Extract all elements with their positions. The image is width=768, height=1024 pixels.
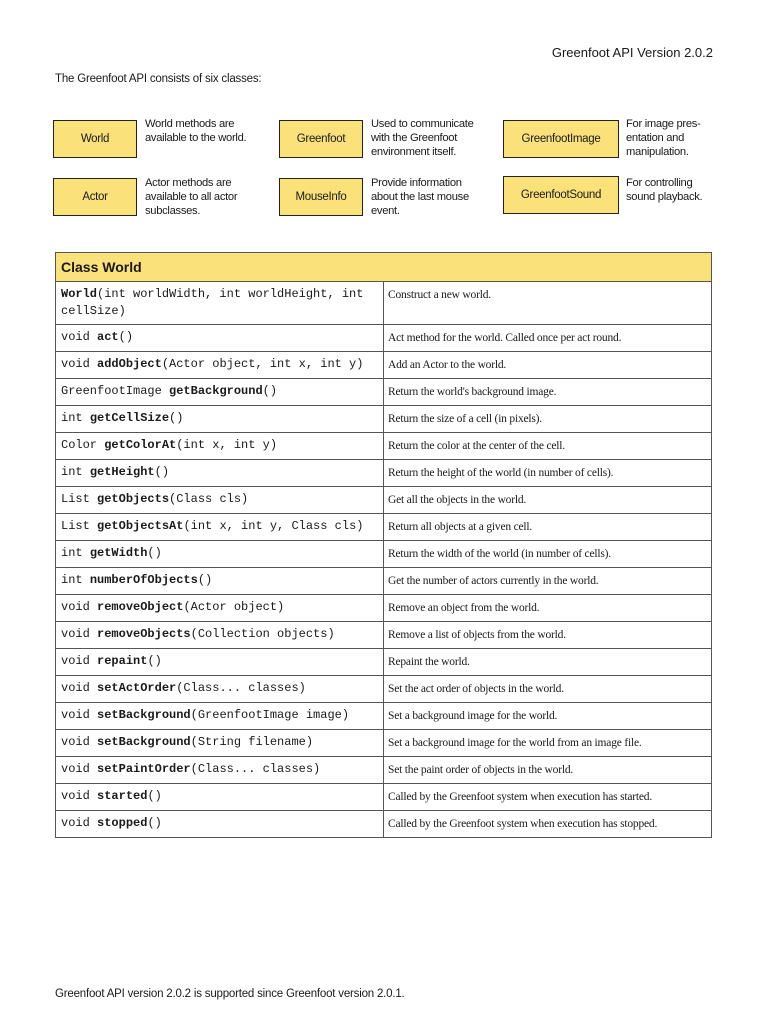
footer-note: Greenfoot API version 2.0.2 is supported since Greenfoot version 2.0.1. xyxy=(55,988,405,1000)
method-name: setBackground xyxy=(97,708,191,722)
method-description: Return the width of the world (in number of cells). xyxy=(384,541,712,568)
method-signature xyxy=(56,730,384,757)
method-params: (Actor object) xyxy=(183,600,285,614)
table-row xyxy=(56,514,712,541)
method-name: act xyxy=(97,330,119,344)
table-row xyxy=(56,811,712,838)
method-params: () xyxy=(197,573,213,587)
table-row xyxy=(56,595,712,622)
method-description: Remove a list of objects from the world. xyxy=(384,622,712,649)
class-world-table xyxy=(55,252,712,838)
table-row xyxy=(56,433,712,460)
method-description: Get all the objects in the world. xyxy=(384,487,712,514)
method-signature xyxy=(56,757,384,784)
method-name: stopped xyxy=(97,816,148,830)
method-description: Add an Actor to the world. xyxy=(384,352,712,379)
method-name: removeObject xyxy=(97,600,184,614)
method-name: numberOfObjects xyxy=(89,573,198,587)
method-params: () xyxy=(147,789,162,803)
method-description: Return the color at the center of the cell. xyxy=(384,433,712,460)
method-signature xyxy=(56,703,384,730)
method-params: () xyxy=(118,330,134,344)
method-description: Repaint the world. xyxy=(384,649,712,676)
method-name: setPaintOrder xyxy=(97,762,191,776)
method-name: addObject xyxy=(97,357,162,371)
table-row xyxy=(56,379,712,406)
return-type: void xyxy=(61,816,98,830)
method-name: getObjectsAt xyxy=(97,519,184,533)
method-list xyxy=(56,282,712,838)
method-params: (GreenfootImage image) xyxy=(190,708,350,722)
method-description: Return all objects at a given cell. xyxy=(384,514,712,541)
method-name: getHeight xyxy=(89,465,155,479)
return-type: void xyxy=(61,681,98,695)
table-row xyxy=(56,487,712,514)
method-params: () xyxy=(147,654,162,668)
method-signature xyxy=(56,595,384,622)
table-row xyxy=(56,730,712,757)
method-params: (Class... classes) xyxy=(190,762,321,776)
method-description: Return the world's background image. xyxy=(384,379,712,406)
table-row xyxy=(56,568,712,595)
method-signature xyxy=(56,487,384,514)
return-type: void xyxy=(61,600,98,614)
method-name: getBackground xyxy=(169,384,263,398)
table-row xyxy=(56,460,712,487)
method-name: setActOrder xyxy=(97,681,177,695)
return-type: List xyxy=(61,519,98,533)
method-params: (int worldWidth, int worldHeight, int cellSize) xyxy=(61,287,364,318)
return-type: int xyxy=(61,573,90,587)
method-signature xyxy=(56,433,384,460)
method-description: Return the height of the world (in number of cells). xyxy=(384,460,712,487)
table-row xyxy=(56,649,712,676)
class-desc-greenfoot: Used to communicate with the Greenfoot environment itself. xyxy=(371,118,474,158)
class-overview xyxy=(0,0,768,240)
method-params: (String filename) xyxy=(190,735,314,749)
method-signature xyxy=(56,568,384,595)
table-row xyxy=(56,282,712,325)
method-signature xyxy=(56,282,384,325)
method-params: (Collection objects) xyxy=(190,627,335,641)
return-type: int xyxy=(61,411,90,425)
class-desc-world: World methods are available to the world. xyxy=(145,118,247,144)
method-params: () xyxy=(147,546,162,560)
return-type: void xyxy=(61,762,98,776)
method-signature xyxy=(56,676,384,703)
table-row xyxy=(56,541,712,568)
method-signature xyxy=(56,325,384,352)
method-name: started xyxy=(97,789,148,803)
method-name: getWidth xyxy=(89,546,148,560)
return-type: List xyxy=(61,492,98,506)
method-params: (int x, int y, Class cls) xyxy=(183,519,364,533)
method-params: () xyxy=(262,384,278,398)
method-description: Called by the Greenfoot system when execution has stopped. xyxy=(384,811,712,838)
return-type: void xyxy=(61,735,98,749)
class-box-actor: Actor xyxy=(53,178,137,216)
return-type: int xyxy=(61,465,90,479)
header-version: Greenfoot API Version 2.0.2 xyxy=(551,45,713,60)
class-desc-greenfootsound: For controlling sound playback. xyxy=(626,177,703,203)
return-type: void xyxy=(61,654,98,668)
return-type: void xyxy=(61,357,98,371)
return-type: Color xyxy=(61,438,105,452)
method-name: setBackground xyxy=(97,735,191,749)
class-desc-greenfootimage: For image pres- entation and manipulation. xyxy=(626,118,701,158)
table-title: Class World xyxy=(56,253,712,282)
table-row xyxy=(56,676,712,703)
method-signature xyxy=(56,622,384,649)
intro-text: The Greenfoot API consists of six classes: xyxy=(55,73,262,85)
method-signature xyxy=(56,379,384,406)
method-signature xyxy=(56,784,384,811)
method-description: Remove an object from the world. xyxy=(384,595,712,622)
method-name: repaint xyxy=(97,654,148,668)
method-description: Set the paint order of objects in the world. xyxy=(384,757,712,784)
table-row xyxy=(56,406,712,433)
class-box-mouseinfo: MouseInfo xyxy=(279,178,363,216)
class-box-greenfootimage: GreenfootImage xyxy=(503,120,619,158)
return-type: void xyxy=(61,627,98,641)
return-type: GreenfootImage xyxy=(61,384,170,398)
table-row xyxy=(56,703,712,730)
method-params: () xyxy=(147,816,162,830)
method-name: getCellSize xyxy=(89,411,170,425)
method-signature xyxy=(56,541,384,568)
table-row xyxy=(56,352,712,379)
class-box-world: World xyxy=(53,120,137,158)
method-description: Set a background image for the world. xyxy=(384,703,712,730)
table-row xyxy=(56,622,712,649)
method-description: Get the number of actors currently in the world. xyxy=(384,568,712,595)
method-params: (Actor object, int x, int y) xyxy=(161,357,364,371)
class-box-greenfoot: Greenfoot xyxy=(279,120,363,158)
class-box-greenfootsound: GreenfootSound xyxy=(503,176,619,214)
class-desc-actor: Actor methods are available to all actor subclasses. xyxy=(145,177,238,217)
method-params: (int x, int y) xyxy=(176,438,278,452)
method-description: Set the act order of objects in the world. xyxy=(384,676,712,703)
method-name: getColorAt xyxy=(104,438,177,452)
method-params: (Class cls) xyxy=(169,492,249,506)
method-signature xyxy=(56,649,384,676)
method-signature xyxy=(56,406,384,433)
method-signature xyxy=(56,460,384,487)
method-description: Construct a new world. xyxy=(384,282,712,325)
return-type: void xyxy=(61,330,98,344)
method-signature xyxy=(56,811,384,838)
return-type: void xyxy=(61,708,98,722)
method-description: Called by the Greenfoot system when execution has started. xyxy=(384,784,712,811)
return-type: int xyxy=(61,546,90,560)
class-desc-mouseinfo: Provide information about the last mouse event. xyxy=(371,177,469,217)
method-params: () xyxy=(154,465,170,479)
method-signature xyxy=(56,352,384,379)
return-type: void xyxy=(61,789,98,803)
method-description: Set a background image for the world from an image file. xyxy=(384,730,712,757)
method-description: Return the size of a cell (in pixels). xyxy=(384,406,712,433)
table-row xyxy=(56,325,712,352)
method-description: Act method for the world. Called once per act round. xyxy=(384,325,712,352)
method-name: removeObjects xyxy=(97,627,191,641)
method-name: getObjects xyxy=(97,492,170,506)
method-signature xyxy=(56,514,384,541)
table-row xyxy=(56,784,712,811)
method-params: () xyxy=(169,411,184,425)
table-row xyxy=(56,757,712,784)
method-name: World xyxy=(61,287,98,301)
method-params: (Class... classes) xyxy=(176,681,306,695)
